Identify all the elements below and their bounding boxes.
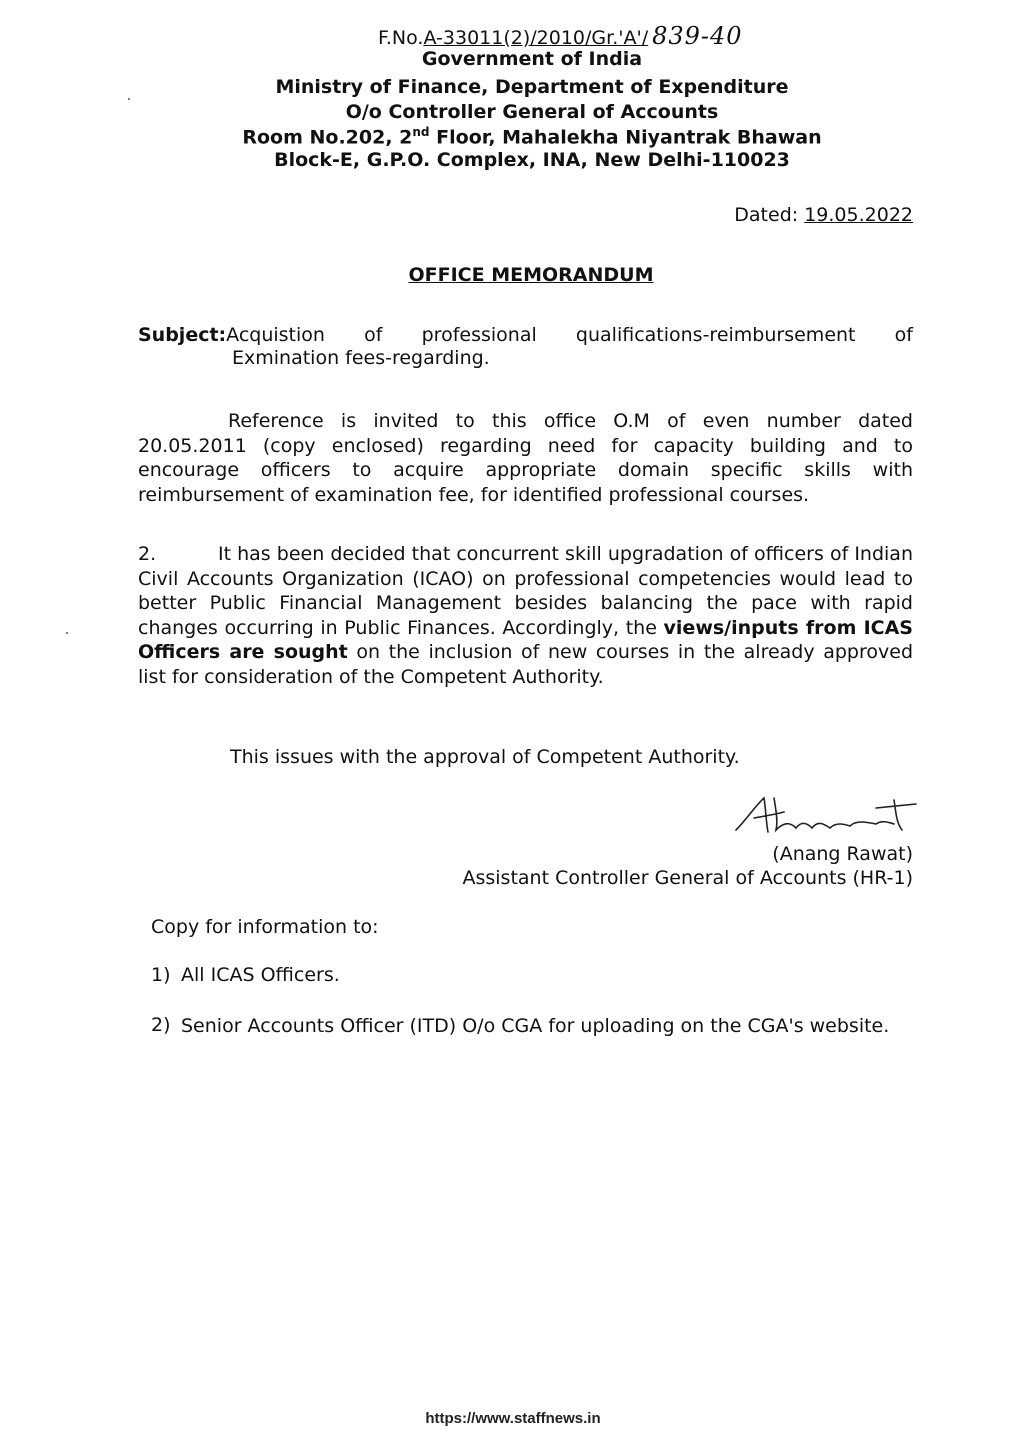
- copy-item-text: All ICAS Officers.: [181, 964, 340, 986]
- date-line: [734, 204, 913, 226]
- approval-line: This issues with the approval of Competent Authority.: [230, 746, 740, 768]
- subject-word: of: [894, 324, 913, 346]
- paragraph-reference: Reference is invited to this office O.M of even number dated 20.05.2011 (copy enclosed) regarding need for capacity building and to encourage officers to acquire appropriate domain specific skills with reimbursement of examination fee, for identified professional courses.: [138, 410, 913, 506]
- subject-word: Acquistion: [226, 324, 325, 346]
- paragraph-decision: [138, 542, 913, 689]
- paragraph-text-bold: views/inputs from ICAS Officers are sought: [138, 616, 913, 663]
- subject-line-2: Exmination fees-regarding.: [232, 347, 490, 369]
- scan-speck: [128, 98, 130, 100]
- header-address-room: [19, 125, 1026, 148]
- copy-item-number: 1): [151, 964, 171, 986]
- copy-item: [151, 1014, 913, 1038]
- copy-item-number: 2): [151, 1014, 171, 1036]
- subject-word: qualifications-reimbursement: [575, 324, 856, 346]
- document-title: OFFICE MEMORANDUM: [408, 264, 654, 286]
- header-government: Government of India: [421, 48, 643, 70]
- signature-mark: [726, 790, 926, 850]
- scan-speck: [66, 632, 68, 634]
- header-room-a: Room No.202, 2: [242, 126, 413, 149]
- subject-block: [138, 324, 913, 369]
- header-room-b: Floor, Mahalekha Niyantrak Bhawan: [429, 126, 822, 149]
- paragraph-text-b: on the inclusion of new courses in the already approved list for consideration of the Competent Authority.: [138, 641, 913, 688]
- date-value: 19.05.2022: [804, 204, 913, 226]
- subject-line-1: [138, 324, 913, 346]
- file-number-value: A-33011(2)/2010/Gr.'A'/: [423, 27, 649, 49]
- paragraph-number: 2.: [138, 543, 157, 565]
- file-number-prefix: F.No.: [378, 27, 424, 49]
- subject-word: of: [364, 324, 383, 346]
- file-number-handwritten: 839-40: [652, 22, 743, 50]
- file-number: [378, 22, 743, 50]
- date-label: Dated:: [734, 204, 799, 226]
- header-ministry: Ministry of Finance, Department of Expenditure: [275, 76, 789, 98]
- subject-label: Subject:: [138, 324, 227, 346]
- paragraph-text-a: It has been decided that concurrent skill upgradation of officers of Indian Civil Accounts Organization (ICAO) on professional competencies would lead to better Public Financial Management besides balancing the pace with rapid changes occurring in Public Finances. Accordingly, the: [138, 543, 913, 639]
- copy-heading: Copy for information to:: [151, 916, 379, 938]
- footer-url: https://www.staffnews.in: [425, 1410, 601, 1427]
- signatory-designation: Assistant Controller General of Accounts (HR-1): [462, 867, 913, 889]
- copy-item-text: Senior Accounts Officer (ITD) O/o CGA for uploading on the CGA's website.: [181, 1015, 890, 1037]
- copy-item: [151, 964, 913, 986]
- header-office: O/o Controller General of Accounts: [345, 101, 719, 123]
- subject-word: professional: [421, 324, 537, 346]
- signatory-name: (Anang Rawat): [772, 843, 913, 865]
- header-room-sup: nd: [412, 125, 430, 139]
- header-address-block: Block-E, G.P.O. Complex, INA, New Delhi-110023: [274, 149, 790, 171]
